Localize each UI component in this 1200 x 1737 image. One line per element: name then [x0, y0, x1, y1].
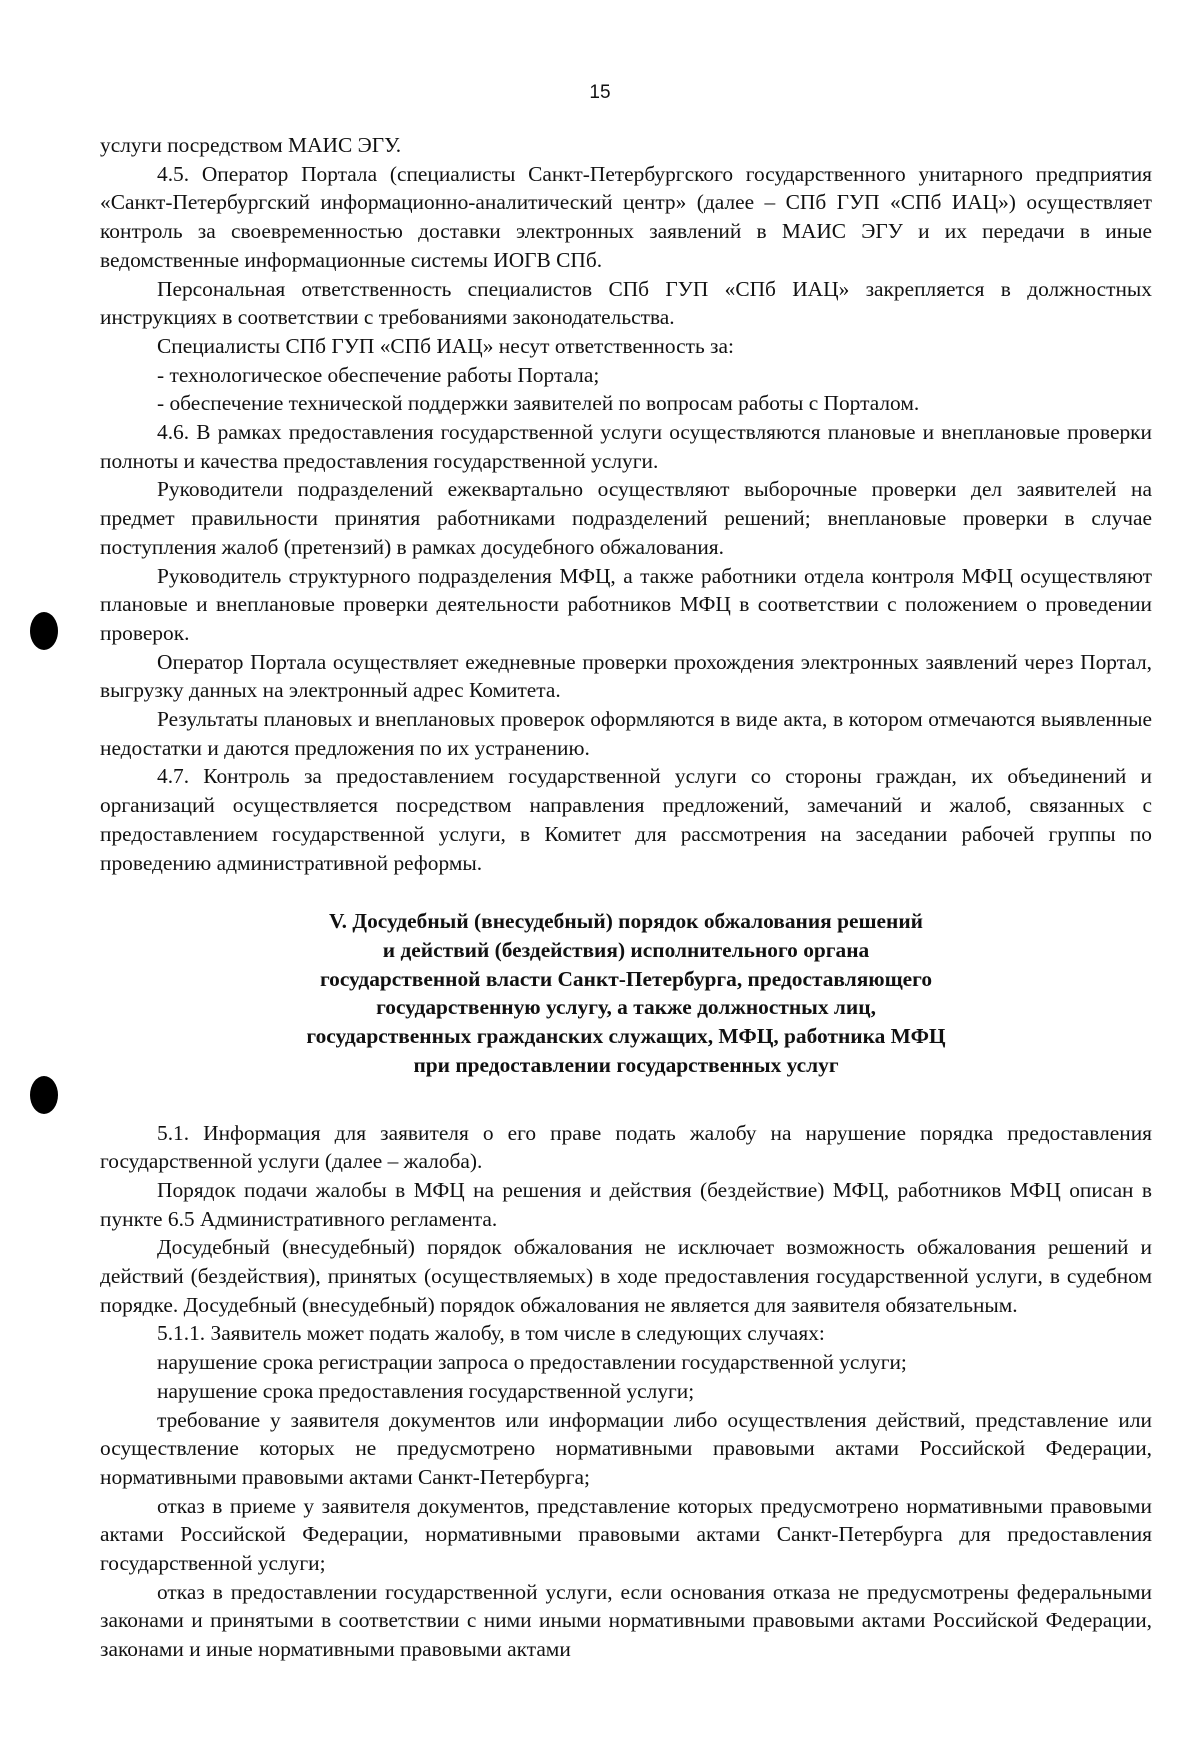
list-item-technical-support: - обеспечение технической поддержки заявителей по вопросам работы с Порталом. — [157, 391, 920, 416]
paragraph-4-6: 4.6. В рамках предоставления государственной услуги осуществляются плановые и внеплановые проверки полноты и качества предоставления государственной услуги. — [100, 420, 1152, 473]
paragraph-continuation: услуги посредством МАИС ЭГУ. — [100, 133, 402, 157]
punch-hole-bottom — [30, 1076, 58, 1114]
paragraph-4-5: 4.5. Оператор Портала (специалисты Санкт-Петербургского государственного унитарного предприятия «Санкт-Петербургский информационно-аналитический центр» (далее – СПб ГУП «СПб ИАЦ») осуществляет контроль за своевременностью доставки электронных заявлений в МАИС ЭГУ и их передачи в иные ведомственные информационные системы ИОГВ СПб. — [100, 161, 1152, 272]
paragraph-5-1: 5.1. Информация для заявителя о его праве подать жалобу на нарушение порядка предоставления государственной услуги (далее – жалоба). — [100, 1120, 1152, 1174]
list-item-service-refusal: отказ в предоставлении государственной услуги, если основания отказа не предусмотрены федеральными законами и принятыми в соответствии с ними иными нормативными правовыми актами Российской Федерации, законами и иные нормативными правовыми актами — [100, 1579, 1152, 1662]
paragraph-inspection-results: Результаты плановых и внеплановых проверок оформляются в виде акта, в котором отмечаются выявленные недостатки и даются предложения по их устранению. — [100, 707, 1152, 760]
paragraph-portal-operator: Оператор Портала осуществляет ежедневные проверки прохождения электронных заявлений через Портал, выгрузку данных на электронный адрес Комитета. — [100, 649, 1152, 703]
paragraph-5-1-1: 5.1.1. Заявитель может подать жалобу, в том числе в следующих случаях: — [157, 1321, 825, 1346]
list-item-document-refusal: отказ в приеме у заявителя документов, представление которых предусмотрено нормативными правовыми актами Российской Федерации, нормативными правовыми актами Санкт-Петербурга для предоставления государственной услуги; — [100, 1493, 1152, 1576]
paragraph-mfc-head: Руководитель структурного подразделения МФЦ, а также работники отдела контроля МФЦ осуществляют плановые и внеплановые проверки деятельности работников МФЦ в соответствии с положением о проведении проверок. — [100, 563, 1152, 645]
paragraph-pretrial-appeal: Досудебный (внесудебный) порядок обжалования не исключает возможность обжалования решений и действий (бездействия), принятых (осуществляемых) в ходе предоставления государственной услуги, в судебном порядке. Досудебный (внесудебный) порядок обжалования не является для заявителя обязательным. — [100, 1235, 1152, 1317]
paragraph-personal-responsibility: Персональная ответственность специалистов СПб ГУП «СПб ИАЦ» закрепляется в должностных инструкциях в соответствии с требованиями законодательства. — [100, 276, 1152, 330]
list-item-registration-deadline: нарушение срока регистрации запроса о предоставлении государственной услуги; — [157, 1350, 907, 1375]
page-number: 15 — [589, 82, 611, 103]
section-heading-line: V. Досудебный (внесудебный) порядок обжалования решений — [328, 909, 924, 934]
punch-hole-top — [30, 612, 58, 650]
paragraph-4-7: 4.7. Контроль за предоставлением государственной услуги со стороны граждан, их объединений и организаций осуществляется посредством направления предложений, замечаний и жалоб, связанных с предоставлением государственной услуги, в Комитет для рассмотрения на заседании рабочей группы по проведению административной реформы. — [100, 764, 1152, 875]
section-heading-line: государственных гражданских служащих, МФЦ, работника МФЦ — [306, 1024, 946, 1049]
list-item-technological-support: - технологическое обеспечение работы Портала; — [157, 362, 600, 387]
section-heading-line: государственную услугу, а также должностных лиц, — [376, 995, 876, 1020]
list-item-service-deadline: нарушение срока предоставления государственной услуги; — [157, 1378, 695, 1403]
document-body — [100, 131, 1152, 1664]
section-heading-line: и действий (бездействия) исполнительного органа — [382, 937, 870, 962]
list-item-document-requirement: требование у заявителя документов или информации либо осуществления действий, представление или осуществление которых не предусмотрено нормативными правовыми актами Российской Федерации, нормативными правовыми актами Санкт-Петербурга; — [100, 1407, 1152, 1489]
section-5-heading — [100, 907, 1152, 1079]
paragraph-specialists-responsibility: Специалисты СПб ГУП «СПб ИАЦ» несут ответственность за: — [157, 333, 734, 358]
paragraph-mfc-complaint-procedure: Порядок подачи жалобы в МФЦ на решения и действия (бездействие) МФЦ, работников МФЦ описан в пункте 6.5 Административного регламента. — [100, 1177, 1152, 1231]
section-heading-line: государственной власти Санкт-Петербурга, предоставляющего — [319, 966, 933, 991]
section-heading-line: при предоставлении государственных услуг — [413, 1052, 839, 1077]
paragraph-heads-of-divisions: Руководители подразделений ежеквартально осуществляют выборочные проверки дел заявителей на предмет правильности принятия работниками подразделений решений; внеплановые проверки в случае поступления жалоб (претензий) в рамках досудебного обжалования. — [100, 477, 1152, 559]
